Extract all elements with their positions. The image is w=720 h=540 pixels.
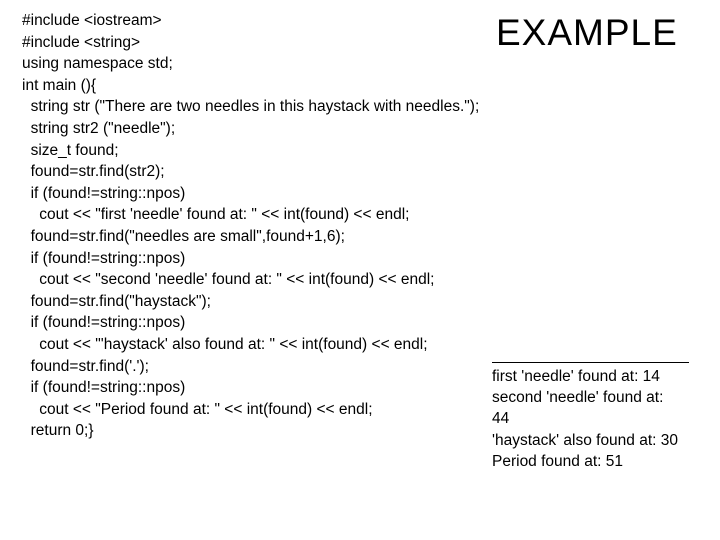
code-line: using namespace std; [22,55,173,73]
code-line: found=str.find("needles are small",found+1,6); [22,227,345,245]
code-line: if (found!=string::npos) [22,184,186,202]
output-line: Period found at: 51 [492,452,623,470]
output-divider [492,362,689,363]
output-line: 'haystack' also found at: 30 [492,431,679,449]
code-line: return 0;} [22,422,94,440]
slide-title: EXAMPLE [496,12,678,53]
output-line: 44 [492,410,510,428]
code-line: cout << "first 'needle' found at: " << int(found) << endl; [22,206,410,224]
code-line: string str2 ("needle"); [22,119,176,137]
code-line: found=str.find(str2); [22,163,165,181]
code-line: cout << "'haystack' also found at: " << int(found) << endl; [22,335,428,353]
output-line: second 'needle' found at: [492,389,664,407]
code-line: found=str.find("haystack"); [22,292,211,310]
output-line: first 'needle' found at: 14 [492,368,660,385]
code-line: string str ("There are two needles in this haystack with needles."); [22,98,480,116]
code-line: if (found!=string::npos) [22,379,186,397]
code-line: found=str.find('.'); [22,357,149,375]
code-line: cout << "second 'needle' found at: " << int(found) << endl; [22,271,435,289]
code-line: cout << "Period found at: " << int(found) << endl; [22,400,373,418]
code-line: #include <string> [22,33,141,51]
code-line: if (found!=string::npos) [22,249,186,267]
code-line: if (found!=string::npos) [22,314,186,332]
code-line: size_t found; [22,141,119,159]
code-line: #include <iostream> [22,12,162,29]
output-block [492,366,707,472]
code-line: int main (){ [22,76,97,94]
